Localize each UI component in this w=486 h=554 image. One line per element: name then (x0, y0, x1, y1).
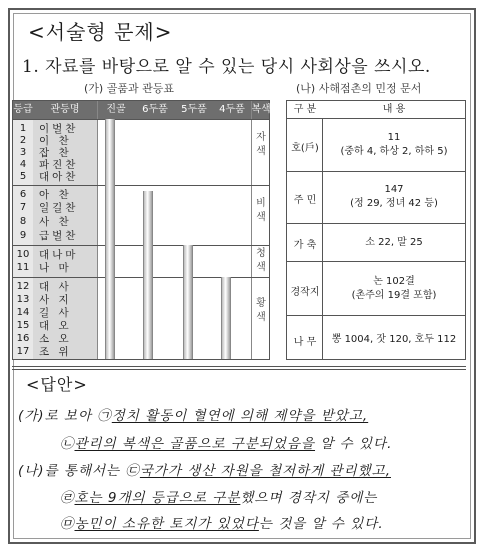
rank-name: 일길찬 (39, 202, 79, 214)
row-value-livestock: 소 22, 말 25 (365, 237, 423, 248)
answer-text: 는 것을 알 수 있다. (258, 516, 384, 532)
minjeong-table-header (287, 101, 465, 119)
grade-number: 6 (19, 189, 27, 200)
row-key-trees: 나 무 (293, 337, 317, 348)
answer-text: ㉣ (60, 490, 75, 506)
row-separator (287, 261, 465, 262)
answer-underlined: 정치 활동이 혈연에 의해 제약을 받았고, (111, 408, 369, 424)
grade-number: 3 (19, 147, 27, 158)
rank-name: 사 찬 (39, 216, 72, 228)
row-separator (287, 315, 465, 316)
rank-name: 대나마 (39, 249, 79, 261)
color-red: 비 색 (256, 198, 266, 223)
color-blue: 청 색 (256, 248, 266, 273)
rank-name: 대아찬 (39, 171, 79, 183)
golpum-table (12, 100, 270, 360)
5dupum-bar (183, 245, 193, 359)
answer-underlined: 호는 9개의 등급으로 구분 (74, 490, 241, 506)
row-value-households-detail: (중하 4, 하상 2, 하하 5) (340, 146, 448, 157)
grade-number: 17 (16, 346, 30, 357)
6dupum-bar (143, 191, 153, 359)
header-5dupum: 5두품 (181, 104, 207, 115)
grade-number: 12 (16, 281, 30, 292)
header-jingol: 진골 (106, 104, 126, 115)
grade-number: 2 (19, 135, 27, 146)
rank-name: 이벌찬 (39, 123, 79, 135)
row-separator (287, 223, 465, 224)
answer-text: (가)로 보아 ㉠ (18, 408, 112, 424)
row-value-households: 11 (387, 132, 401, 143)
color-purple: 자 색 (256, 132, 266, 157)
header-color: 복색 (251, 104, 271, 115)
row-value-farmland-detail: (촌주의 19결 포함) (351, 290, 437, 301)
row-separator (13, 119, 269, 120)
answer-underlined: 관리의 복색은 골품으로 구분되었음을 (74, 436, 316, 452)
row-value-farmland: 논 102결 (373, 276, 415, 287)
jingol-bar (105, 119, 115, 359)
row-separator (13, 245, 269, 246)
rank-name: 사 지 (39, 294, 72, 306)
header-grade: 등급 (13, 104, 33, 115)
header-rank-name: 관등명 (50, 104, 80, 115)
grade-number: 1 (19, 123, 27, 134)
section-divider (12, 369, 466, 370)
grade-number: 11 (16, 262, 30, 273)
rank-name: 길 사 (39, 307, 72, 319)
answer-text: 했으며 경작지 중에는 (240, 490, 378, 506)
row-key-farmland: 경작지 (290, 287, 320, 298)
header-4dupum: 4두품 (219, 104, 245, 115)
rank-name: 나 마 (39, 262, 72, 274)
rank-name: 아 찬 (39, 189, 72, 201)
grade-number: 15 (16, 320, 30, 331)
grade-number: 9 (19, 230, 27, 241)
row-key-households: 호(戶) (291, 143, 319, 154)
question-text: 1. 자료를 바탕으로 알 수 있는 당시 사회상을 쓰시오. (22, 57, 431, 77)
section-title: <서술형 문제> (28, 20, 173, 44)
rank-name: 조 위 (39, 346, 72, 358)
rank-name: 이 찬 (39, 135, 72, 147)
grade-number: 13 (16, 294, 30, 305)
row-separator (13, 185, 269, 186)
grade-number: 4 (19, 159, 27, 170)
answer-line-5 (60, 512, 384, 532)
row-value-trees: 뽕 1004, 잣 120, 호두 112 (331, 334, 457, 345)
answer-line-3 (18, 459, 391, 479)
grade-number: 10 (16, 249, 30, 260)
grade-number: 5 (19, 171, 27, 182)
section-divider (12, 366, 466, 367)
answer-text: ㉡ (60, 436, 75, 452)
answer-line-2 (60, 432, 392, 452)
answer-title: <답안> (26, 375, 88, 394)
answer-underlined: 농민이 소유한 토지가 있었다 (74, 516, 259, 532)
row-key-livestock: 가 축 (293, 240, 317, 251)
grade-number: 8 (19, 216, 27, 227)
header-6dupum: 6두품 (142, 104, 168, 115)
column-divider (97, 101, 98, 359)
rank-name: 대 오 (39, 320, 72, 332)
header-content: 내 용 (382, 104, 406, 115)
caption-table-b: (나) 사해점촌의 민정 문서 (296, 82, 422, 95)
grade-number: 16 (16, 333, 30, 344)
golpum-table-header (13, 101, 269, 119)
answer-underlined: 국가가 생산 자원을 철저하게 관리했고, (139, 463, 391, 479)
color-yellow: 황 색 (256, 298, 266, 323)
row-key-residents: 주 민 (293, 195, 317, 206)
rank-name: 소 오 (39, 333, 72, 345)
answer-line-4 (60, 486, 377, 506)
row-separator (287, 171, 465, 172)
rank-name: 잡 찬 (39, 147, 72, 159)
rank-name: 급벌찬 (39, 230, 79, 242)
grade-number: 14 (16, 307, 30, 318)
caption-table-a: (가) 골품과 관등표 (84, 82, 174, 95)
column-divider (251, 101, 252, 359)
4dupum-bar (221, 277, 231, 359)
rank-name: 대 사 (39, 281, 72, 293)
header-category: 구 분 (293, 104, 317, 115)
answer-text: ㉤ (60, 516, 75, 532)
row-value-residents-detail: (정 29, 정녀 42 등) (350, 198, 438, 209)
minjeong-table (286, 100, 466, 360)
answer-text: (나)를 통해서는 ㉢ (18, 463, 140, 479)
answer-line-1 (18, 404, 368, 424)
rank-name: 파진찬 (39, 159, 79, 171)
grade-number: 7 (19, 202, 27, 213)
answer-text: 알 수 있다. (315, 436, 393, 452)
row-value-residents: 147 (384, 184, 404, 195)
